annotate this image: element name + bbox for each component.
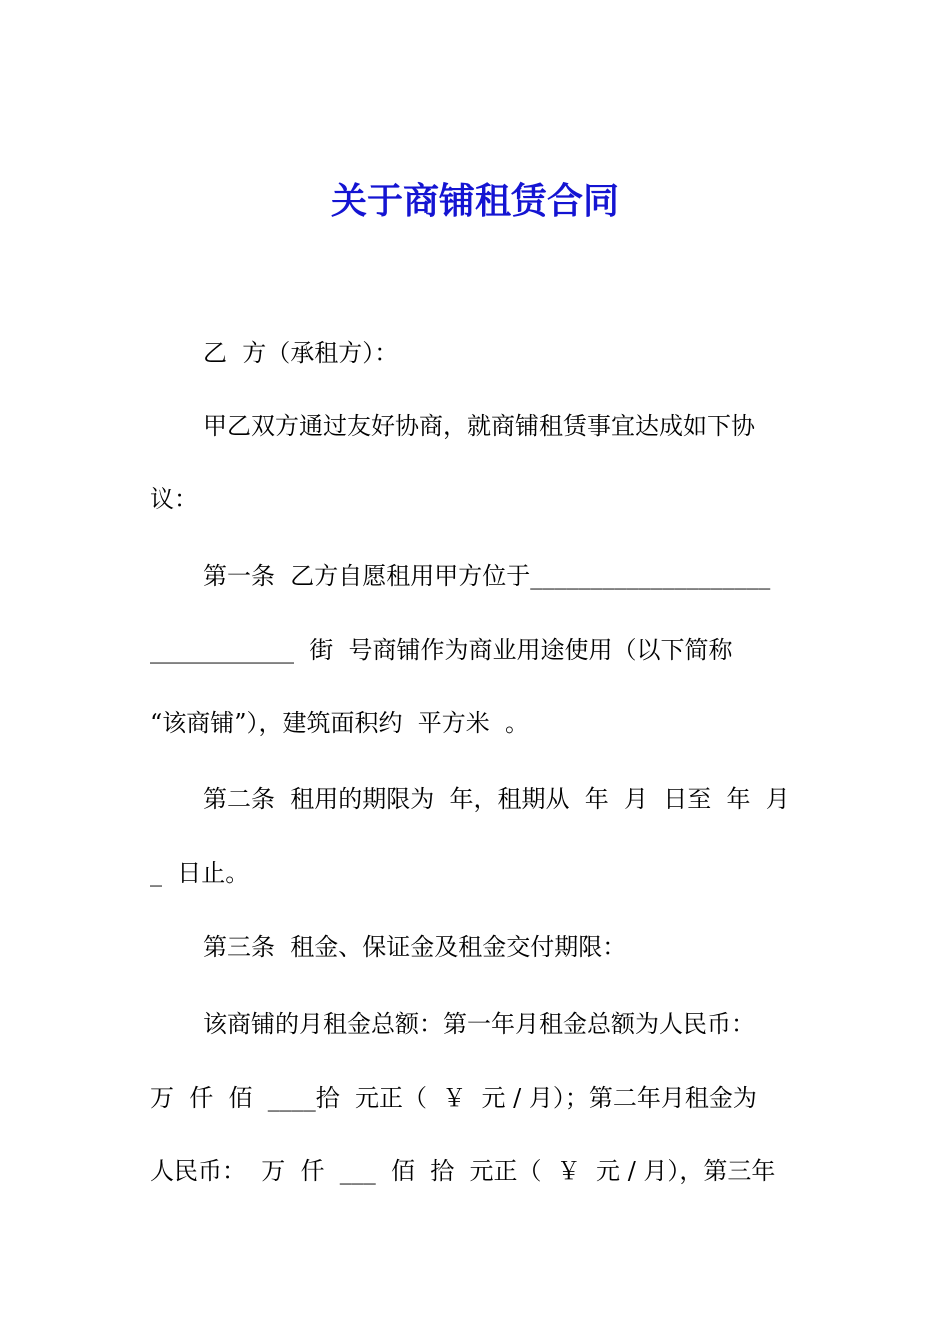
paragraph-line: ____________ 街 号商铺作为商业用途使用（以下简称 bbox=[150, 636, 733, 664]
paragraph-line: 甲乙双方通过友好协商，就商铺租赁事宜达成如下协 bbox=[203, 412, 755, 440]
paragraph-line: 第一条 乙方自愿租用甲方位于____________________ bbox=[203, 562, 771, 590]
paragraph-line: 万 仟 佰 ____拾 元正（ ￥ 元 / 月）；第二年月租金为 bbox=[150, 1084, 757, 1112]
paragraph-line: _ 日止。 bbox=[150, 859, 250, 887]
paragraph-line: 第二条 租用的期限为 年，租期从 年 月 日至 年 月 bbox=[203, 785, 790, 813]
paragraph-line: 该商铺的月租金总额：第一年月租金总额为人民币： bbox=[203, 1010, 755, 1038]
paragraph-line: 乙 方（承租方）： bbox=[203, 339, 399, 367]
paragraph-line: 第三条 租金、保证金及租金交付期限： bbox=[203, 933, 627, 961]
paragraph-line: 议： bbox=[150, 485, 198, 513]
paragraph-line: 人民币： 万 仟 ___ 佰 拾 元正（ ￥ 元 / 月），第三年 bbox=[150, 1157, 776, 1185]
document-title: 关于商铺租赁合同 bbox=[330, 181, 619, 222]
paragraph-line: “该商铺”），建筑面积约 平方米 。 bbox=[150, 709, 530, 737]
